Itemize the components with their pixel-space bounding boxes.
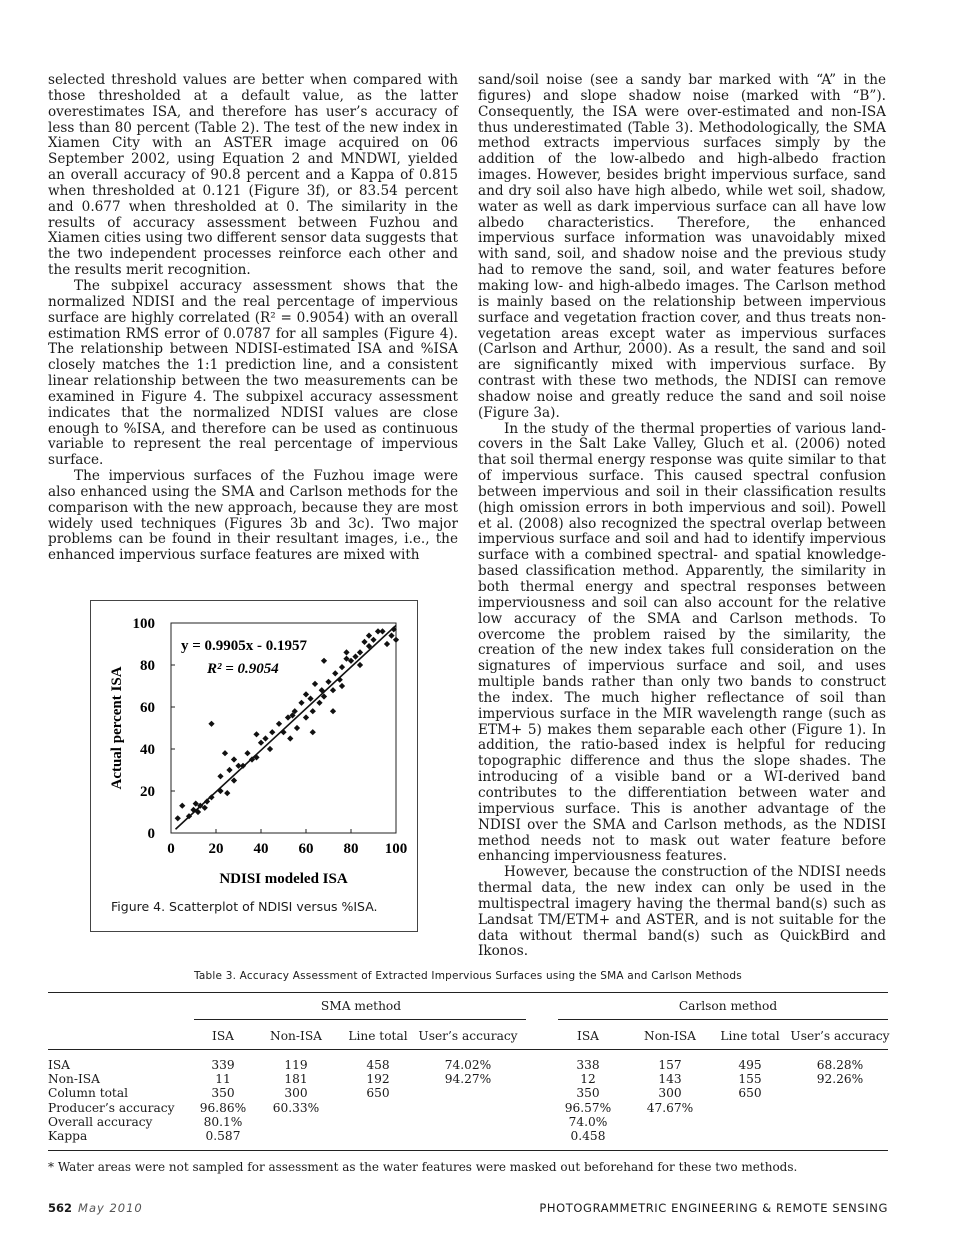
x-tick-label: 0 [167,841,175,857]
right-paragraph-2: In the study of the thermal properties of various land-covers in the Salt Lake Valley, Gluch et al. (2006) noted that soil thermal energy response was quite similar to that of impervious surface. This caused spectral confusion between impervious and soil in their classification results (high omission errors in both impervious and soil). Powell et al. (2008) also recognized the spectral overlap between impervious surface and soil and had to identify impervious surface with a combined spectral- and spatial knowledge-based classification method. Apparently, the similarity in both thermal energy and spectral responses between imperviousness and soil can also account for the relative low accuracy of the SMA and Carlson methods. To overcome the problem raised by the similarity, the creation of the new index takes full consideration on the signatures of impervious surface and soil, and uses multiple bands rather than only two bands to construct the index. The much higher reflectance of soil than impervious surface in the MIR wavelength range (such as ETM+ 5) makes them separable each other (Figure 1). In addition, the ratio-based index is helpful for reducing topographic difference and thus the slope shades. The introducing of a visible band or a WI-derived band contributes to the differentiation between water and impervious surface. This is another advantage of the NDISI over the SMA and Carlson methods, as the NDISI method needs not to mask out water feature before enhancing imperviousness features. [478,420,886,865]
page-footer-left [48,1201,143,1215]
table-cell: 300 [284,1086,308,1101]
data-point [384,641,390,647]
column-header: Non-ISA [270,1029,322,1043]
row-label: Kappa [48,1129,88,1143]
left-paragraph-2: The subpixel accuracy assessment shows that the normalized NDISI and the real percentage of impervious surface are highly correlated (R² = 0.9054) with an overall estimation RMS error of 0.0787 for all samples (Figure 4). The relationship between NDISI-estimated ISA and %ISA closely matches the 1:1 prediction line, and a consistent linear relationship between the two measurements can be examined in Figure 4. The subpixel accuracy assessment indicates that the normalized NDISI values are close enough to %ISA, and therefore can be used as continuous variable to represent the real percentage of impervious surface. [48,277,458,469]
data-point [370,637,376,643]
data-point [244,750,250,756]
data-point [280,729,286,735]
regression-equation: y = 0.9905x - 0.1957 [181,638,308,654]
data-point [298,700,304,706]
data-point [224,790,230,796]
data-point [208,721,214,727]
data-point [204,798,210,804]
table-rule-top [48,992,888,993]
left-column [48,73,458,564]
left-paragraph-3: The impervious surfaces of the Fuzhou image were also enhanced using the SMA and Carlson methods for the comparison with the new approach, because they are most widely used techniques (Figures 3b and 3c). Two major problems can be found in their resultant images, i.e., the enhanced impervious surface features are mixed with [48,468,458,564]
table-cell: 47.67% [646,1100,694,1115]
data-point [303,714,309,720]
table-cell: 96.57% [564,1100,612,1115]
data-point [226,767,232,773]
scatter-chart [91,601,417,897]
data-point [303,691,309,697]
column-header: Line total [348,1029,408,1043]
right-column [478,73,886,960]
table-cell: 350 [576,1086,600,1101]
table-cell: 94.27% [444,1072,492,1087]
data-point [379,628,385,634]
issue-date: May 2010 [78,1201,143,1215]
column-header: ISA [577,1029,599,1043]
data-point [175,815,181,821]
sma-group-rule [194,1019,526,1020]
data-point [321,658,327,664]
data-point [343,649,349,655]
row-label: Overall accuracy [48,1114,153,1129]
data-point [325,679,331,685]
data-point [332,670,338,676]
data-point [357,662,363,668]
x-tick-label: 80 [343,841,359,857]
table-rule-bottom [48,1150,888,1151]
data-point [361,639,367,645]
data-point [294,725,300,731]
data-point [222,750,228,756]
table-cell: 0.458 [570,1129,606,1143]
data-point [217,773,223,779]
x-tick-label: 60 [298,841,314,857]
data-point [388,632,394,638]
table-cell: 350 [211,1086,235,1101]
y-tick-label: 60 [140,700,155,716]
data-point [179,803,185,809]
table-cell: 92.26% [816,1072,864,1087]
data-point [262,735,268,741]
column-header: User’s accuracy [418,1029,518,1043]
data-point [357,649,363,655]
column-header: Non-ISA [644,1029,696,1043]
data-point [231,777,237,783]
data-point [307,695,313,701]
figure-4 [90,600,418,932]
data-point [337,677,343,683]
table-rule-header [48,1049,888,1050]
data-point [267,746,273,752]
table-cell: 143 [658,1072,682,1087]
data-point [287,735,293,741]
table-cell: 192 [366,1072,390,1087]
table-cell: 60.33% [272,1100,320,1115]
data-point [316,700,322,706]
data-point [269,729,275,735]
table-cell: 650 [366,1086,390,1101]
carlson-group-rule [558,1019,888,1020]
table-cell: 12 [580,1072,596,1087]
data-point [339,683,345,689]
column-header: ISA [212,1029,234,1043]
x-tick-label: 100 [384,841,408,857]
table-cell: 74.02% [444,1058,492,1072]
data-point [366,632,372,638]
row-label: Column total [48,1086,128,1101]
table-cell: 650 [738,1086,762,1101]
page-number: 562 [48,1201,73,1215]
data-point [352,653,358,659]
row-label: Producer’s accuracy [48,1100,175,1115]
right-paragraph-1: sand/soil noise (see a sandy bar marked with “A” in the figures) and slope shadow noise (marked with “B”). Consequently, the ISA were over-estimated and non-ISA thus underestimated (Table 3). Methodologically, the SMA method extracts impervious surfaces simply by the addition of the low-albedo and high-albedo fraction images. However, besides bright impervious surface, sand and dry soil also have high albedo, while wet soil, shadow, water as well as dark impervious surface can all have low albedo characteristics. Therefore, the enhanced impervious surface information was unavoidably mixed with sand, soil, and shadow noise and the previous study had to remove the sand, soil, and water features before making low- and high-albedo images. The Carlson method is mainly based on the relationship between impervious surface and vegetation fraction cover, and thus treats non-vegetation areas except water as impervious surfaces (Carlson and Arthur, 2000). As a result, the sand and soil are significantly mixed with impervious surface. By contrast with these two methods, the NDISI can remove shadow noise and greatly reduce the sand and soil noise (Figure 3a). [478,72,886,421]
y-tick-label: 20 [140,784,155,800]
table-3-title: Table 3. Accuracy Assessment of Extracted Impervious Surfaces using the SMA and Carlson Methods [194,970,742,982]
table-cell: 11 [215,1072,231,1087]
x-axis-label: NDISI modeled ISA [219,871,348,887]
table-cell: 68.28% [816,1058,864,1072]
data-point [231,756,237,762]
table-cell: 119 [284,1058,308,1072]
table-footnote: * Water areas were not sampled for assessment as the water features were masked out beforehand for these two methods. [48,1160,798,1174]
y-axis-label: Actual percent ISA [109,666,125,790]
table-cell: 181 [284,1072,308,1087]
data-point [208,794,214,800]
table-cell: 458 [366,1058,390,1072]
group-header-sma: SMA method [320,999,402,1013]
data-point [393,637,399,643]
table-cell: 0.587 [205,1129,241,1143]
y-tick-label: 0 [147,826,155,842]
data-point [310,708,316,714]
data-point [339,664,345,670]
data-point [258,740,264,746]
r-squared-label: R² = 0.9054 [207,661,279,677]
table-cell: 339 [211,1058,235,1072]
table-cell: 80.1% [203,1114,243,1129]
table-cell: 74.0% [568,1114,608,1129]
group-header-carlson: Carlson method [678,999,778,1013]
data-point [310,729,316,735]
table-cell: 96.86% [199,1100,247,1115]
y-tick-label: 40 [140,742,155,758]
y-tick-label: 80 [140,658,155,674]
left-paragraph-1: selected threshold values are better when compared with those thresholded at a default value, as the latter overestimates ISA, and therefore has user’s accuracy of less than 80 percent (Table 2). The test of the new index in Xiamen City with an ASTER image acquired on 06 September 2002, using Equation 2 and MNDWI, yielded an overall accuracy of 90.8 percent and a Kappa of 0.815 when thresholded at 0.121 (Figure 3f), or 83.54 percent and 0.677 when thresholded at 0. The similarity in the results of accuracy assessment between Fuzhou and Xiamen cities using two different sensor data suggests that the two independent processes reinforce each other and the results merit recognition. [48,72,458,279]
data-point [253,731,259,737]
table-cell: 300 [658,1086,682,1101]
table-cell: 155 [738,1072,762,1087]
right-paragraph-3: However, because the construction of the NDISI needs thermal data, the new index can only be used in the multispectral imagery having the thermal band(s) such as Landsat TM/ETM+ and ASTER, and is not suitable for the data without thermal band(s) such as QuickBird and Ikonos. [478,864,886,960]
x-tick-label: 20 [208,841,224,857]
table-cell: 495 [738,1058,762,1072]
trend-line [176,625,397,829]
journal-name: PHOTOGRAMMETRIC ENGINEERING & REMOTE SENSING [539,1201,888,1215]
column-header: User’s accuracy [790,1029,890,1043]
row-label: ISA [48,1058,70,1072]
x-tick-label: 40 [253,841,269,857]
figure-caption: Figure 4. Scatterplot of NDISI versus %ISA. [111,899,378,914]
y-tick-label: 100 [132,616,155,632]
data-point [330,687,336,693]
row-label: Non-ISA [48,1072,100,1087]
data-point [330,708,336,714]
table-cell: 338 [576,1058,600,1072]
data-point [312,681,318,687]
table-cell: 157 [658,1058,682,1072]
column-header: Line total [720,1029,780,1043]
data-point [276,721,282,727]
